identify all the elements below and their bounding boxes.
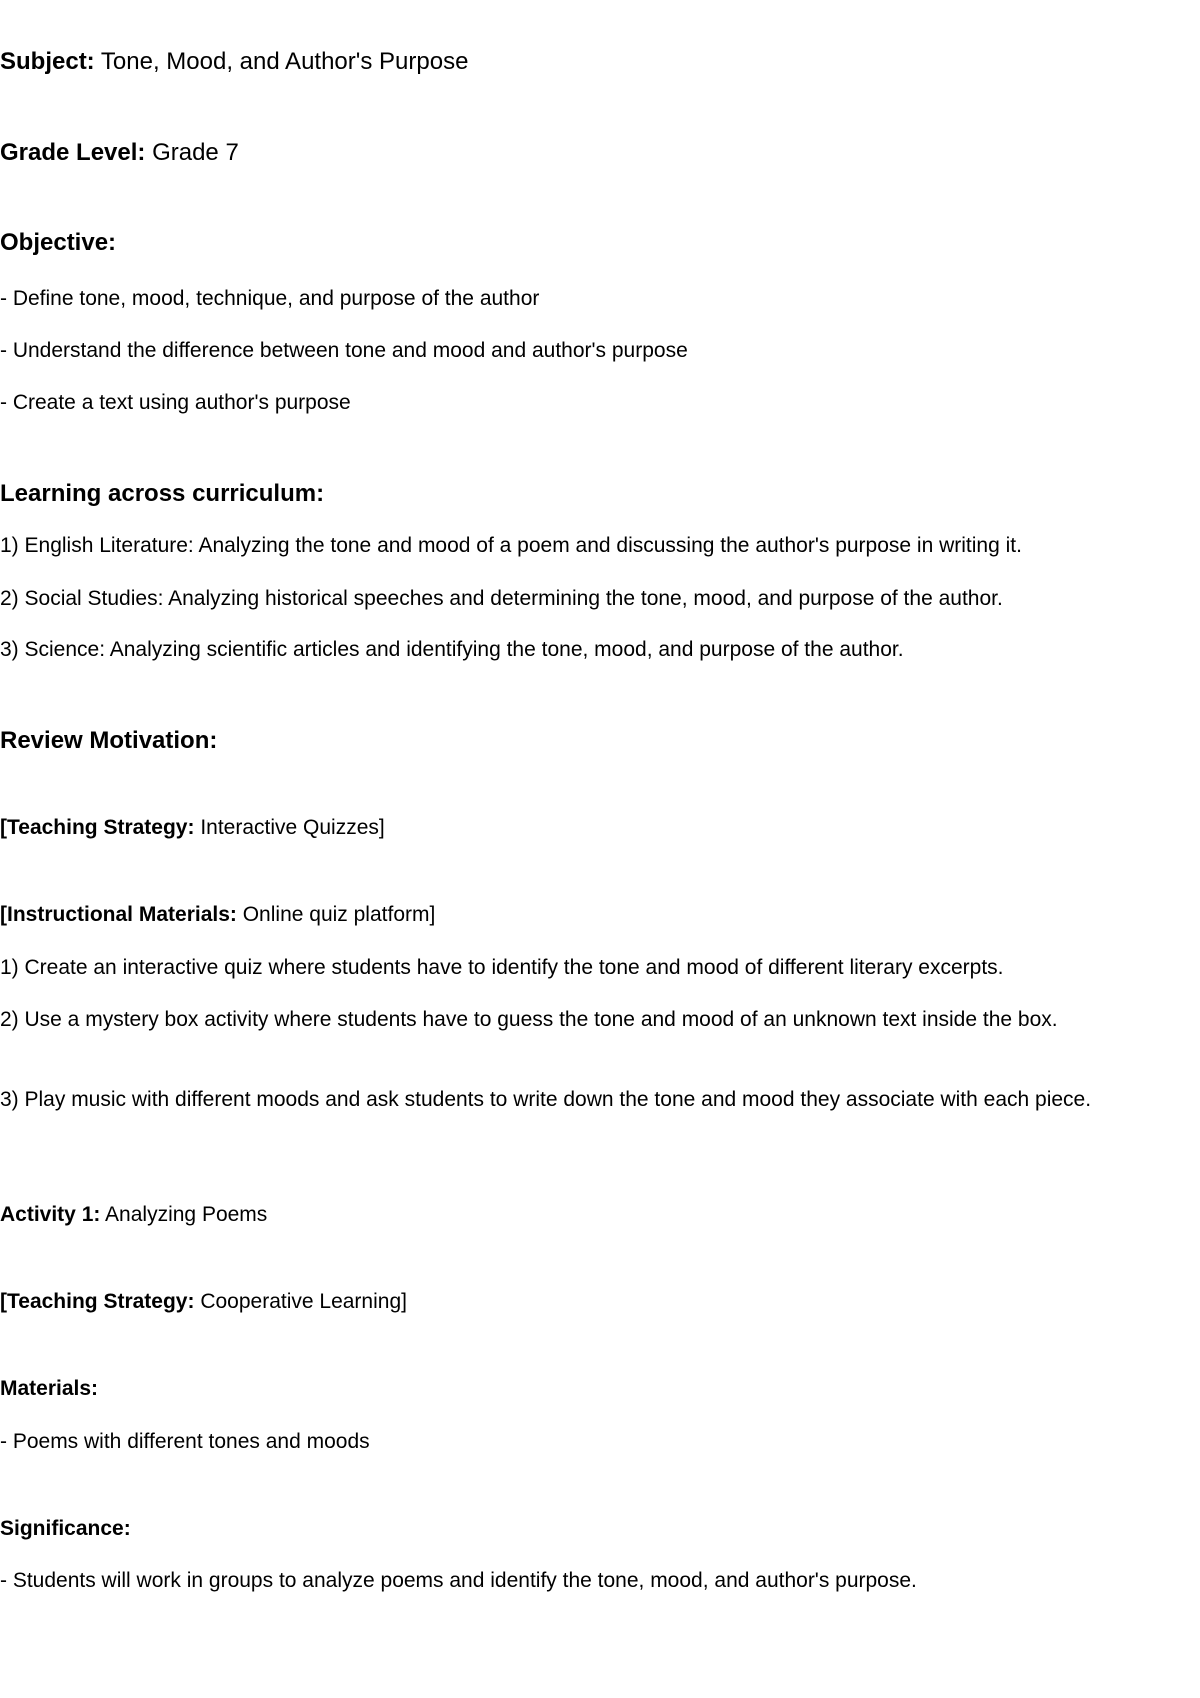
subject-line [0, 48, 468, 76]
bracket-open: [ [0, 1290, 7, 1313]
materials-item: - Poems with different tones and moods [0, 1430, 370, 1453]
curriculum-item: 1) English Literature: Analyzing the tone and mood of a poem and discussing the author's purpose in writing it. [0, 534, 1022, 557]
materials-heading: Materials: [0, 1377, 99, 1400]
teaching-strategy-label: Teaching Strategy: [7, 1290, 195, 1313]
activity-1-label: Activity 1: [0, 1203, 101, 1226]
activity-1-value: Analyzing Poems [100, 1203, 268, 1226]
grade-level-line [0, 139, 239, 167]
curriculum-item: 3) Science: Analyzing scientific articles and identifying the tone, mood, and purpose of the author. [0, 638, 904, 661]
grade-level-label: Grade Level: [0, 139, 146, 166]
curriculum-item: 2) Social Studies: Analyzing historical speeches and determining the tone, mood, and purpose of the author. [0, 587, 1003, 610]
grade-level-value: Grade 7 [145, 139, 239, 166]
instructional-materials-line [0, 901, 435, 929]
objective-item: - Understand the difference between tone and mood and author's purpose [0, 339, 688, 362]
instructional-materials-value: Online quiz platform] [236, 903, 436, 926]
teaching-strategy-value: Interactive Quizzes] [194, 816, 385, 839]
instructional-materials-label: Instructional Materials: [7, 903, 237, 926]
review-motivation-heading: Review Motivation: [0, 727, 218, 754]
activity-1-line [0, 1201, 267, 1229]
teaching-strategy-value: Cooperative Learning] [194, 1290, 407, 1313]
bracket-open: [ [0, 816, 7, 839]
learning-across-curriculum-heading: Learning across curriculum: [0, 480, 325, 507]
objective-item: - Define tone, mood, technique, and purpose of the author [0, 287, 540, 310]
activity-teaching-strategy-line [0, 1288, 407, 1316]
review-teaching-strategy-line [0, 814, 385, 842]
teaching-strategy-label: Teaching Strategy: [7, 816, 195, 839]
objective-item: - Create a text using author's purpose [0, 391, 351, 414]
bracket-open: [ [0, 903, 7, 926]
motivation-item: 1) Create an interactive quiz where students have to identify the tone and mood of different literary excerpts. [0, 956, 1004, 979]
subject-label: Subject: [0, 48, 95, 75]
significance-item: - Students will work in groups to analyze poems and identify the tone, mood, and author's purpose. [0, 1569, 917, 1592]
significance-heading: Significance: [0, 1517, 131, 1540]
objective-heading: Objective: [0, 229, 117, 256]
motivation-item: 2) Use a mystery box activity where students have to guess the tone and mood of an unknown text inside the box. [0, 1008, 1058, 1031]
motivation-item: 3) Play music with different moods and ask students to write down the tone and mood they associate with each piece. [0, 1088, 1092, 1111]
subject-value: Tone, Mood, and Author's Purpose [94, 48, 469, 75]
